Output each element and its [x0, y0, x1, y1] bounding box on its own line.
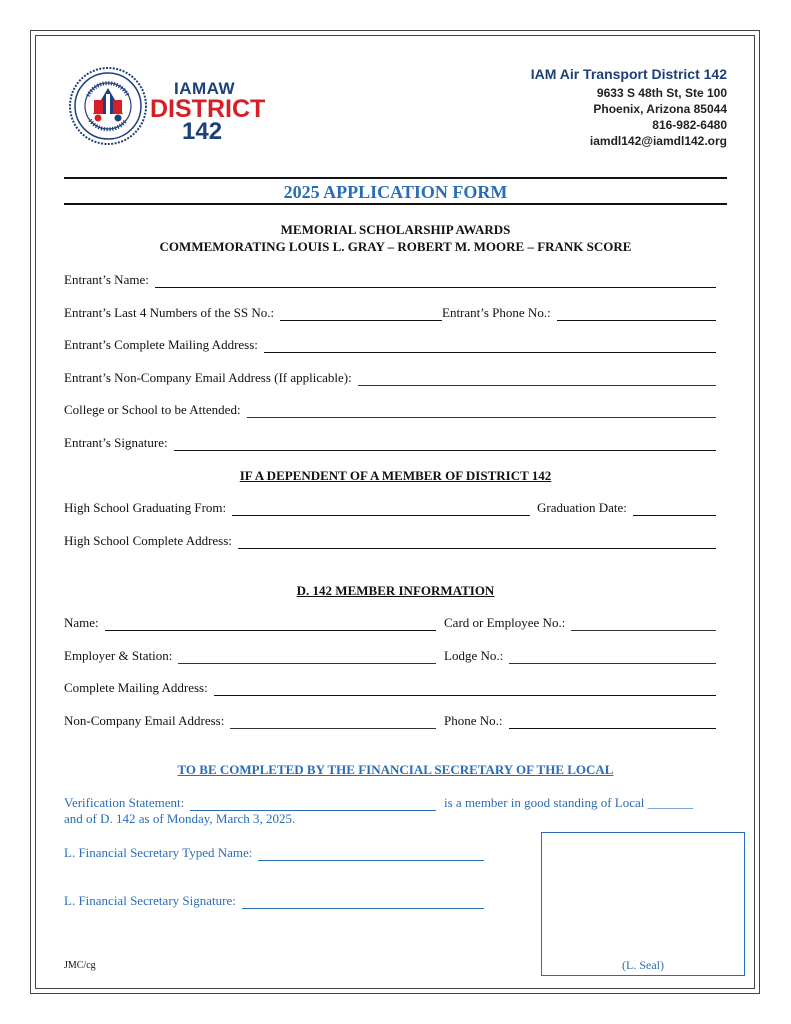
entrant-signature-line[interactable] [174, 438, 716, 451]
seal-label: (L. Seal) [622, 958, 664, 972]
entrant-name-line[interactable] [155, 275, 716, 288]
title-rule-bottom [64, 203, 727, 205]
card-number-field[interactable] [444, 615, 716, 631]
brand-number: 142 [182, 118, 223, 145]
subtitle-awards: MEMORIAL SCHOLARSHIP AWARDS [280, 222, 511, 237]
org-address1: 9633 S 48th St, Ste 100 [596, 86, 727, 100]
entrant-name-field[interactable] [64, 272, 716, 288]
org-contact-block [531, 66, 727, 149]
lodge-label: Lodge No.: [444, 648, 504, 663]
secretary-signature-label: L. Financial Secretary Signature: [64, 893, 236, 908]
verification-line2-text [64, 811, 464, 827]
employer-field[interactable] [64, 648, 436, 664]
org-phone: 816-982-6480 [652, 118, 727, 132]
member-address-label: Complete Mailing Address: [64, 680, 208, 695]
secretary-signature-field[interactable] [64, 893, 484, 909]
brand-district: DISTRICT [150, 95, 266, 123]
entrant-ssn-label: Entrant’s Last 4 Numbers of the SS No.: [64, 305, 275, 320]
entrant-signature-field[interactable] [64, 435, 716, 451]
hs-address-field[interactable] [64, 533, 716, 549]
entrant-phone-label: Entrant’s Phone No.: [442, 305, 551, 320]
entrant-phone-line[interactable] [557, 308, 716, 321]
entrant-name-label: Entrant’s Name: [64, 272, 149, 287]
entrant-address-field[interactable] [64, 337, 716, 353]
member-name-field[interactable] [64, 615, 436, 631]
org-email: iamdl142@iamdl142.org [589, 134, 727, 148]
title-rule-top [64, 177, 727, 179]
seal-box[interactable] [541, 832, 745, 976]
member-phone-label: Phone No.: [444, 713, 503, 728]
footer-code: JMC/cg [64, 960, 96, 971]
member-name-line[interactable] [105, 618, 436, 631]
entrant-address-line[interactable] [264, 340, 716, 353]
entrant-email-field[interactable] [64, 370, 716, 386]
graduation-date-label: Graduation Date: [537, 500, 627, 515]
member-phone-line[interactable] [509, 716, 717, 729]
college-label: College or School to be Attended: [64, 402, 241, 417]
entrant-email-label: Entrant’s Non-Company Email Address (If applicable): [64, 370, 352, 385]
verification-mid: is a member in good standing of Local _______ [444, 795, 694, 810]
graduation-date-line[interactable] [633, 503, 716, 516]
high-school-field[interactable] [64, 500, 530, 516]
employer-line[interactable] [178, 651, 436, 664]
member-address-line[interactable] [214, 683, 716, 696]
secretary-heading: TO BE COMPLETED BY THE FINANCIAL SECRETARY OF THE LOCAL [177, 762, 614, 777]
verification-line[interactable] [190, 798, 436, 811]
member-name-label: Name: [64, 615, 99, 630]
high-school-line[interactable] [232, 503, 530, 516]
lodge-line[interactable] [509, 651, 716, 664]
high-school-label: High School Graduating From: [64, 500, 227, 515]
org-address2: Phoenix, Arizona 85044 [593, 102, 727, 116]
college-line[interactable] [247, 405, 716, 418]
entrant-ssn-field[interactable] [64, 305, 442, 321]
member-email-line[interactable] [230, 716, 436, 729]
dependent-heading: IF A DEPENDENT OF A MEMBER OF DISTRICT 142 [239, 468, 552, 483]
member-phone-field[interactable] [444, 713, 716, 729]
secretary-typed-name-label: L. Financial Secretary Typed Name: [64, 845, 253, 860]
graduation-date-field[interactable] [537, 500, 716, 516]
verification-local-text [444, 795, 719, 811]
secretary-signature-line[interactable] [242, 896, 484, 909]
hs-address-label: High School Complete Address: [64, 533, 232, 548]
member-address-field[interactable] [64, 680, 716, 696]
entrant-email-line[interactable] [358, 373, 716, 386]
brand-iamaw: IAMAW [174, 79, 236, 98]
org-name: IAM Air Transport District 142 [530, 66, 727, 82]
college-field[interactable] [64, 402, 716, 418]
subtitle-commemorating: COMMEMORATING LOUIS L. GRAY – ROBERT M. MOORE – FRANK SCORE [159, 239, 632, 254]
form-title: 2025 APPLICATION FORM [283, 182, 508, 202]
entrant-signature-label: Entrant’s Signature: [64, 435, 168, 450]
verification-field[interactable] [64, 795, 436, 811]
hs-address-line[interactable] [238, 536, 716, 549]
entrant-phone-field[interactable] [442, 305, 716, 321]
member-email-label: Non-Company Email Address: [64, 713, 225, 728]
member-heading: D. 142 MEMBER INFORMATION [296, 583, 495, 598]
district-brand [150, 80, 265, 144]
verification-line2: and of D. 142 as of Monday, March 3, 2025. [64, 811, 296, 826]
member-email-field[interactable] [64, 713, 436, 729]
card-number-line[interactable] [571, 618, 716, 631]
entrant-ssn-line[interactable] [280, 308, 442, 321]
entrant-address-label: Entrant’s Complete Mailing Address: [64, 337, 258, 352]
card-number-label: Card or Employee No.: [444, 615, 566, 630]
employer-label: Employer & Station: [64, 648, 173, 663]
iamaw-seal-icon [68, 66, 148, 146]
verification-label: Verification Statement: [64, 795, 185, 810]
secretary-typed-name-field[interactable] [64, 845, 484, 861]
lodge-field[interactable] [444, 648, 716, 664]
secretary-typed-name-line[interactable] [258, 848, 484, 861]
